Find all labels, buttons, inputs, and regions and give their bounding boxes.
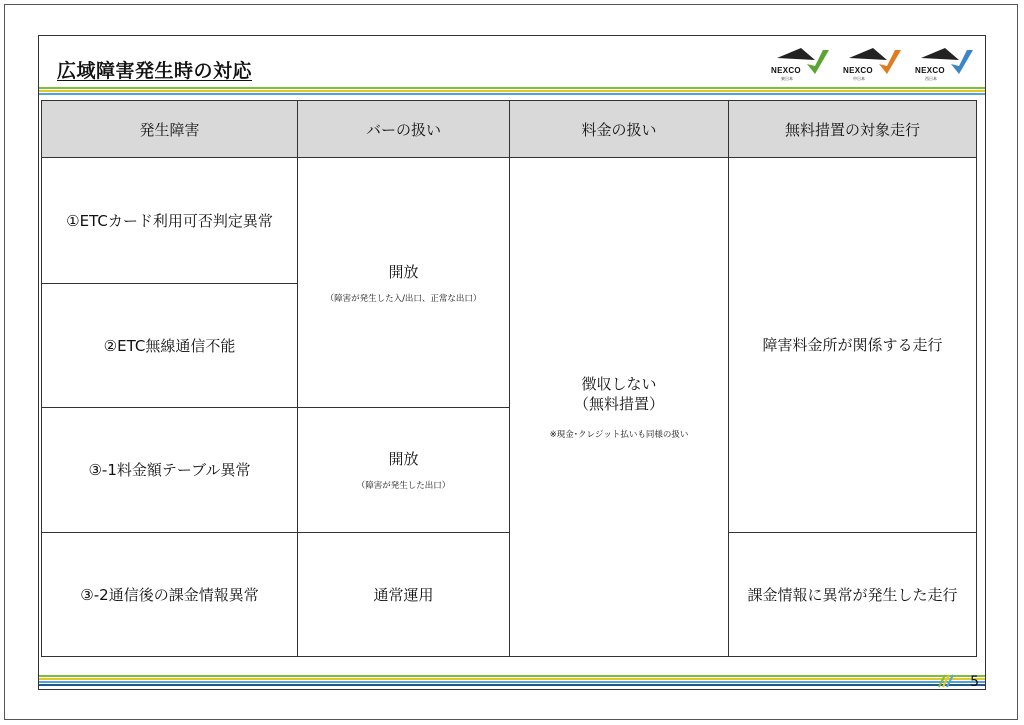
bar-open-note: （障害が発生した出口）	[356, 480, 451, 491]
table-row	[42, 532, 977, 656]
logo-sub: 中日本	[853, 76, 865, 81]
footer-stripes	[39, 675, 985, 687]
slide	[38, 35, 986, 690]
fee-cell	[510, 158, 729, 657]
bar-open-label: 開放	[388, 262, 419, 281]
page-number: 5	[970, 674, 979, 690]
bar-cell-open-2	[298, 408, 510, 532]
logo-sub: 東日本	[781, 76, 793, 81]
free-target-cell-1: 障害料金所が関係する走行	[729, 158, 977, 532]
response-table	[41, 100, 977, 657]
header-free-target: 無料措置の対象走行	[729, 101, 977, 158]
logo-sub: 西日本	[925, 76, 937, 81]
header-failure: 発生障害	[42, 101, 298, 158]
fee-line1: 徴収しない	[581, 375, 657, 394]
failure-cell-1: ①ETCカード利用可否判定異常	[42, 158, 298, 283]
bar-open-note: （障害が発生した入/出口、正常な出口）	[325, 293, 482, 304]
fee-line2: （無料措置）	[573, 395, 664, 414]
table-header-row	[42, 101, 977, 158]
nexco-central-logo	[843, 46, 903, 80]
nexco-logos	[771, 46, 975, 80]
failure-cell-3: ③-1料金額テーブル異常	[42, 408, 298, 532]
nexco-west-logo	[915, 46, 975, 80]
header-stripes	[39, 87, 985, 96]
header-bar: バーの扱い	[298, 101, 510, 158]
bar-open-label: 開放	[388, 449, 419, 468]
bar-cell-normal: 通常運用	[298, 532, 510, 656]
bar-cell-open-1	[298, 158, 510, 408]
logo-word: NEXCO	[915, 66, 945, 75]
logo-word: NEXCO	[843, 66, 873, 75]
failure-cell-4: ③-2通信後の課金情報異常	[42, 532, 298, 656]
free-target-cell-2: 課金情報に異常が発生した走行	[729, 532, 977, 656]
slide-title: 広域障害発生時の対応	[57, 60, 253, 82]
nexco-east-logo	[771, 46, 831, 80]
failure-cell-2: ②ETC無線通信不能	[42, 283, 298, 407]
header-fee: 料金の扱い	[510, 101, 729, 158]
logo-word: NEXCO	[771, 66, 801, 75]
fee-note: ※現金･クレジット払いも同様の扱い	[549, 430, 689, 441]
slash-mark-icon	[937, 674, 953, 688]
table-row	[42, 158, 977, 283]
